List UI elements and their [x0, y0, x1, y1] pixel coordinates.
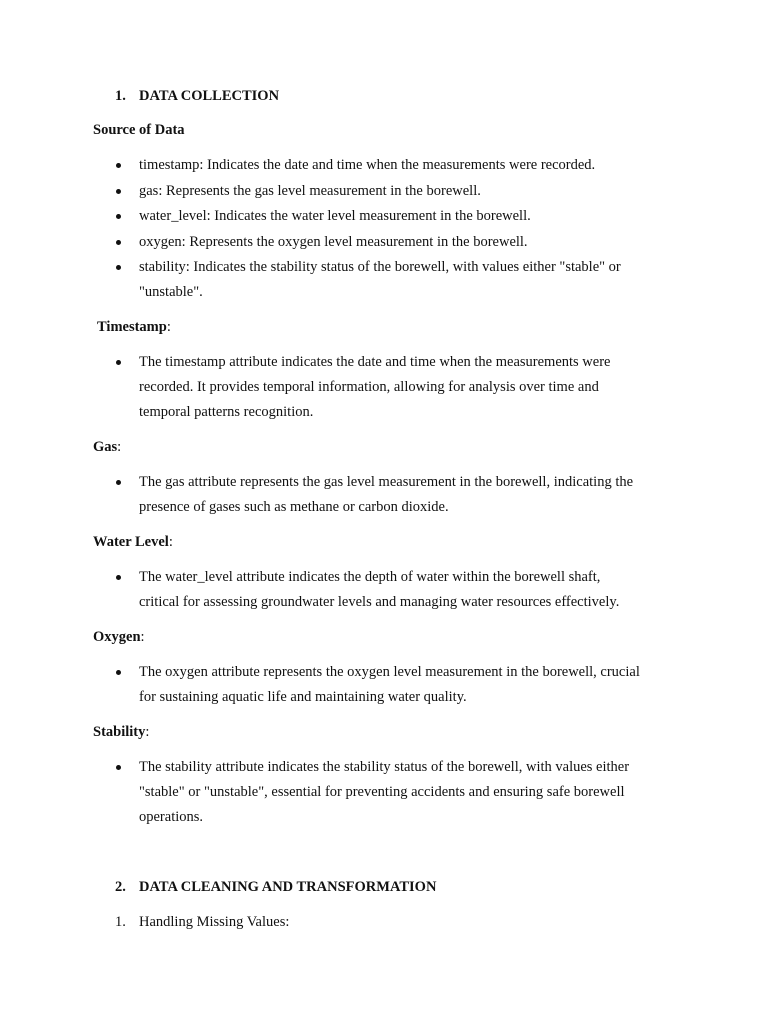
- bullet-icon: [116, 765, 121, 770]
- section-2-number: 2.: [115, 879, 126, 895]
- water-level-heading: [93, 533, 173, 551]
- timestamp-heading: [97, 318, 171, 336]
- water-level-text-line-2: critical for assessing groundwater levels and managing water resources effectively.: [139, 594, 620, 610]
- oxygen-heading-label: Oxygen: [93, 629, 141, 645]
- list-item-text: gas: Represents the gas level measurement in the borewell.: [139, 183, 481, 199]
- list-item-text: stability: Indicates the stability status of the borewell, with values either "stable" or: [139, 259, 621, 275]
- bullet-icon: [116, 480, 121, 485]
- section-1-number: 1.: [115, 88, 126, 104]
- source-of-data-heading: Source of Data: [93, 122, 185, 138]
- oxygen-text-line-2: for sustaining aquatic life and maintaining water quality.: [139, 689, 467, 705]
- water-level-text-line-1: The water_level attribute indicates the depth of water within the borewell shaft,: [139, 569, 601, 585]
- bullet-icon: [116, 189, 121, 194]
- bullet-icon: [116, 240, 121, 245]
- bullet-icon: [116, 214, 121, 219]
- stability-heading-colon: :: [145, 724, 150, 740]
- timestamp-heading-label: Timestamp: [97, 319, 167, 335]
- stability-heading: [93, 723, 149, 741]
- bullet-icon: [116, 360, 121, 365]
- timestamp-text-line-2: recorded. It provides temporal information, allowing for analysis over time and: [139, 379, 599, 395]
- section-1-title: DATA COLLECTION: [139, 88, 280, 104]
- section-2-title: DATA CLEANING AND TRANSFORMATION: [139, 879, 437, 895]
- stability-heading-label: Stability: [93, 724, 146, 740]
- timestamp-text-line-1: The timestamp attribute indicates the date and time when the measurements were: [139, 354, 611, 370]
- bullet-icon: [116, 163, 121, 168]
- stability-text-line-3: operations.: [139, 809, 204, 825]
- gas-heading-colon: :: [117, 439, 122, 455]
- sub-item-number: 1.: [115, 914, 126, 930]
- oxygen-text-line-1: The oxygen attribute represents the oxygen level measurement in the borewell, crucial: [139, 664, 640, 680]
- gas-heading-label: Gas: [93, 439, 118, 455]
- oxygen-heading-colon: :: [140, 629, 145, 645]
- stability-text-line-2: "stable" or "unstable", essential for preventing accidents and ensuring safe borewell: [139, 784, 625, 800]
- gas-text-line-2: presence of gases such as methane or carbon dioxide.: [139, 499, 449, 515]
- stability-text-line-1: The stability attribute indicates the stability status of the borewell, with values either: [139, 759, 630, 775]
- bullet-icon: [116, 670, 121, 675]
- water-level-heading-colon: :: [168, 534, 173, 550]
- gas-text-line-1: The gas attribute represents the gas level measurement in the borewell, indicating the: [139, 474, 634, 490]
- water-level-heading-label: Water Level: [93, 534, 169, 550]
- list-item-text: oxygen: Represents the oxygen level measurement in the borewell.: [139, 234, 528, 250]
- bullet-icon: [116, 575, 121, 580]
- gas-heading: [93, 438, 121, 456]
- list-item-text-continued: "unstable".: [139, 284, 203, 300]
- timestamp-text-line-3: temporal patterns recognition.: [139, 404, 314, 420]
- list-item-text: timestamp: Indicates the date and time when the measurements were recorded.: [139, 157, 596, 173]
- bullet-icon: [116, 265, 121, 270]
- list-item-text: water_level: Indicates the water level measurement in the borewell.: [139, 208, 531, 224]
- oxygen-heading: [93, 628, 145, 646]
- timestamp-heading-colon: :: [166, 319, 171, 335]
- sub-item-title: Handling Missing Values:: [139, 914, 290, 930]
